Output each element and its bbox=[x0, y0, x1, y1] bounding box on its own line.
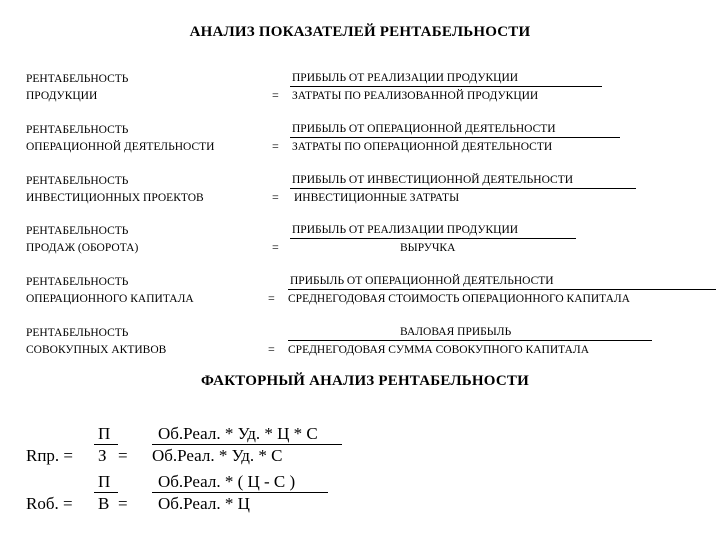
formula-rhs-numerator: Об.Реал. * Уд. * Ц * С bbox=[158, 424, 318, 443]
formula-rhs-denominator: Об.Реал. * Ц bbox=[158, 494, 250, 513]
fraction-numerator: ПРИБЫЛЬ ОТ РЕАЛИЗАЦИИ ПРОДУКЦИИ bbox=[292, 72, 519, 84]
row-label-line2: СОВОКУПНЫХ АКТИВОВ bbox=[26, 344, 167, 356]
row-label-line1: РЕНТАБЕЛЬНОСТЬ bbox=[26, 124, 129, 136]
fraction-bar bbox=[290, 86, 602, 87]
page-title: АНАЛИЗ ПОКАЗАТЕЛЕЙ РЕНТАБЕЛЬНОСТИ bbox=[189, 24, 531, 40]
fraction-numerator: ПРИБЫЛЬ ОТ ОПЕРАЦИОННОЙ ДЕЯТЕЛЬНОСТИ bbox=[292, 123, 556, 135]
fraction-bar bbox=[152, 492, 328, 493]
fraction-denominator: ИНВЕСТИЦИОННЫЕ ЗАТРАТЫ bbox=[294, 192, 460, 204]
row-label-line2: ПРОДАЖ (ОБОРОТА) bbox=[26, 242, 139, 254]
row-label-line1: РЕНТАБЕЛЬНОСТЬ bbox=[26, 175, 129, 187]
row-label-line1: РЕНТАБЕЛЬНОСТЬ bbox=[26, 327, 129, 339]
fraction-bar bbox=[94, 492, 118, 493]
formula-denominator: В bbox=[98, 494, 110, 513]
equals-sign: = bbox=[118, 494, 128, 513]
fraction-denominator: ЗАТРАТЫ ПО РЕАЛИЗОВАННОЙ ПРОДУКЦИИ bbox=[292, 90, 539, 102]
fraction-bar bbox=[290, 137, 620, 138]
formula-lhs: Rпр. = bbox=[26, 446, 74, 465]
formula-numerator: П bbox=[98, 424, 111, 443]
row-label-line1: РЕНТАБЕЛЬНОСТЬ bbox=[26, 73, 129, 85]
row-label-line2: ИНВЕСТИЦИОННЫХ ПРОЕКТОВ bbox=[26, 192, 204, 204]
fraction-numerator: ПРИБЫЛЬ ОТ ИНВЕСТИЦИОННОЙ ДЕЯТЕЛЬНОСТИ bbox=[292, 174, 574, 186]
fraction-denominator: СРЕДНЕГОДОВАЯ СТОИМОСТЬ ОПЕРАЦИОННОГО КАПИТАЛА bbox=[288, 293, 630, 305]
row-label-line2: ОПЕРАЦИОННОГО КАПИТАЛА bbox=[26, 293, 194, 305]
fraction-numerator: ПРИБЫЛЬ ОТ РЕАЛИЗАЦИИ ПРОДУКЦИИ bbox=[292, 224, 519, 236]
row-label-line2: ОПЕРАЦИОННОЙ ДЕЯТЕЛЬНОСТИ bbox=[26, 141, 215, 153]
fraction-denominator: СРЕДНЕГОДОВАЯ СУММА СОВОКУПНОГО КАПИТАЛА bbox=[288, 344, 590, 356]
equals-sign: = bbox=[118, 446, 128, 465]
formula-rhs-denominator: Об.Реал. * Уд. * С bbox=[152, 446, 283, 465]
fraction-bar bbox=[94, 444, 118, 445]
fraction-numerator: ВАЛОВАЯ ПРИБЫЛЬ bbox=[400, 326, 512, 338]
formula-denominator: З bbox=[98, 446, 107, 465]
fraction-bar bbox=[290, 188, 636, 189]
formula-rhs-numerator: Об.Реал. * ( Ц - С ) bbox=[158, 472, 296, 491]
row-label-line1: РЕНТАБЕЛЬНОСТЬ bbox=[26, 225, 129, 237]
fraction-bar bbox=[290, 238, 576, 239]
formula-lhs: Rоб. = bbox=[26, 494, 73, 513]
equals-sign: = bbox=[272, 240, 279, 254]
equals-sign: = bbox=[268, 342, 275, 356]
fraction-numerator: ПРИБЫЛЬ ОТ ОПЕРАЦИОННОЙ ДЕЯТЕЛЬНОСТИ bbox=[290, 275, 554, 287]
equals-sign: = bbox=[272, 190, 279, 204]
fraction-bar bbox=[288, 340, 652, 341]
row-label-line2: ПРОДУКЦИИ bbox=[26, 90, 98, 102]
equals-sign: = bbox=[268, 291, 275, 305]
fraction-denominator: ВЫРУЧКА bbox=[400, 242, 456, 254]
fraction-denominator: ЗАТРАТЫ ПО ОПЕРАЦИОННОЙ ДЕЯТЕЛЬНОСТИ bbox=[292, 141, 553, 153]
fraction-bar bbox=[152, 444, 342, 445]
equals-sign: = bbox=[272, 88, 279, 102]
fraction-bar bbox=[288, 289, 716, 290]
formula-numerator: П bbox=[98, 472, 111, 491]
equals-sign: = bbox=[272, 139, 279, 153]
row-label-line1: РЕНТАБЕЛЬНОСТЬ bbox=[26, 276, 129, 288]
factor-analysis-title: ФАКТОРНЫЙ АНАЛИЗ РЕНТАБЕЛЬНОСТИ bbox=[201, 373, 529, 389]
